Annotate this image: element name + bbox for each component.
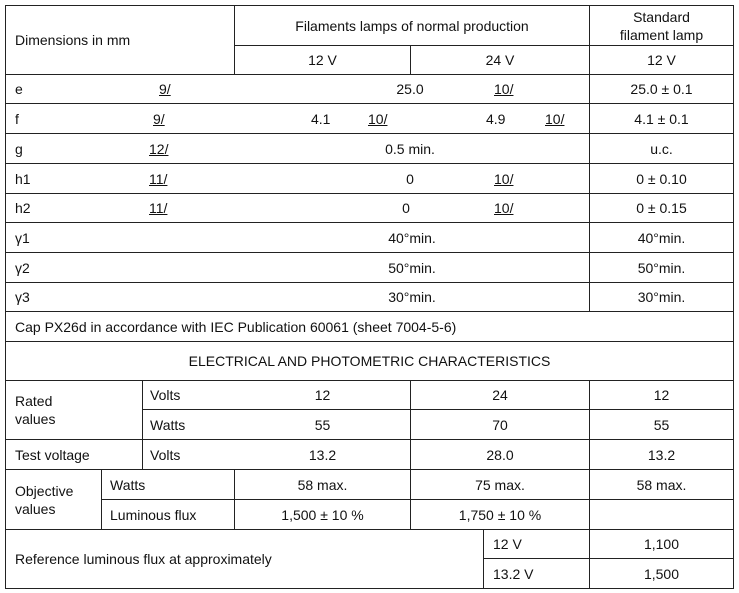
dim-value: 25.0: [396, 81, 424, 97]
dim-name: e: [15, 81, 23, 97]
volts-label: Volts: [150, 387, 181, 403]
section-title: ELECTRICAL AND PHOTOMETRIC CHARACTERISTICS: [188, 353, 551, 369]
footnote-ref: 10/: [494, 170, 514, 187]
rule: [5, 5, 6, 589]
objective-flux-label: Luminous flux: [110, 506, 197, 523]
rated-label-line1: Rated: [15, 393, 53, 409]
reference-flux: 1,500: [643, 565, 680, 582]
reference-flux: 1,100: [643, 536, 680, 552]
dim-value: 30°min.: [388, 289, 436, 305]
rule: [101, 469, 102, 529]
test-voltage-unit: Volts: [150, 446, 181, 463]
dim-value: 0.5 min.: [385, 140, 435, 157]
column-24v: 24 V: [485, 52, 515, 68]
rated-watts-12: 55: [314, 416, 331, 433]
dim-value: 0: [402, 200, 410, 216]
dim-value: 40°min.: [388, 229, 436, 246]
std-value: 25.0 ± 0.1: [630, 81, 693, 97]
reference-voltage: 12 V: [493, 536, 522, 552]
dim-name: h1: [15, 170, 31, 187]
rule: [5, 588, 734, 589]
rated-label: [15, 381, 141, 439]
footnote-ref: 9/: [153, 110, 165, 127]
rated-watts-24: 70: [492, 416, 508, 433]
dim-name: γ1: [15, 229, 30, 246]
rule: [733, 5, 734, 589]
std-value: 0 ± 0.10: [636, 170, 687, 187]
std-value: 50°min.: [637, 259, 686, 276]
std-value: u.c.: [650, 140, 673, 157]
rated-volts-std: 12: [653, 387, 670, 403]
objective-label-line1: Objective: [15, 482, 74, 499]
test-voltage-std: 13.2: [647, 446, 676, 463]
dim-value: 50°min.: [388, 259, 436, 276]
rule: [483, 529, 484, 589]
std-value: 0 ± 0.15: [636, 200, 687, 216]
std-value: 4.1 ± 0.1: [634, 110, 689, 127]
footnote-ref: 10/: [494, 200, 514, 216]
objective-flux-12: 1,500 ± 10 %: [281, 506, 364, 523]
objective-watts-12: 58 max.: [297, 476, 348, 493]
cap-note: Cap PX26d in accordance with IEC Publication 60061 (sheet 7004-5-6): [15, 318, 457, 335]
rated-volts-12: 12: [314, 387, 331, 403]
production-header: Filaments lamps of normal production: [295, 17, 529, 34]
objective-label: [15, 470, 100, 529]
rated-volts-24: 24: [492, 387, 508, 403]
dim-name: f: [15, 110, 19, 127]
footnote-ref: 11/: [149, 200, 168, 216]
dim-value-12v: 4.1: [311, 110, 331, 127]
reference-voltage: 13.2 V: [493, 565, 534, 582]
test-voltage-12: 13.2: [308, 446, 337, 463]
dim-value-24v: 4.9: [486, 110, 506, 127]
standard-header-line2: filament lamp: [619, 26, 704, 43]
rule: [142, 380, 143, 469]
objective-flux-24: 1,750 ± 10 %: [458, 506, 542, 523]
dim-name: g: [15, 140, 23, 157]
objective-watts-std: 58 max.: [636, 476, 687, 493]
standard-header-line1: Standard: [633, 8, 690, 25]
footnote-ref: 11/: [149, 170, 168, 187]
rated-label-line2: values: [15, 411, 56, 427]
watts-label: Watts: [150, 416, 186, 433]
std-value: 30°min.: [637, 289, 686, 305]
footnote-ref: 9/: [159, 81, 171, 97]
objective-watts-label: Watts: [110, 476, 146, 493]
dim-name: γ3: [15, 289, 30, 305]
test-voltage-label: Test voltage: [15, 446, 90, 463]
std-value: 40°min.: [637, 229, 686, 246]
dim-name: h2: [15, 200, 31, 216]
dim-value: 0: [406, 170, 414, 187]
footnote-ref: 12/: [149, 140, 169, 157]
column-std-12v: 12 V: [647, 52, 676, 68]
reference-label: Reference luminous flux at approximately: [15, 551, 272, 567]
standard-header: [590, 6, 733, 45]
column-12v: 12 V: [308, 52, 337, 68]
dim-name: γ2: [15, 259, 30, 276]
footnote-ref: 10/: [368, 110, 388, 127]
rated-watts-std: 55: [653, 416, 670, 433]
dimensions-header: Dimensions in mm: [15, 32, 131, 48]
test-voltage-24: 28.0: [486, 446, 514, 463]
objective-label-line2: values: [15, 500, 56, 517]
footnote-ref: 10/: [494, 81, 514, 97]
footnote-ref: 10/: [545, 110, 565, 127]
objective-watts-24: 75 max.: [475, 476, 525, 493]
